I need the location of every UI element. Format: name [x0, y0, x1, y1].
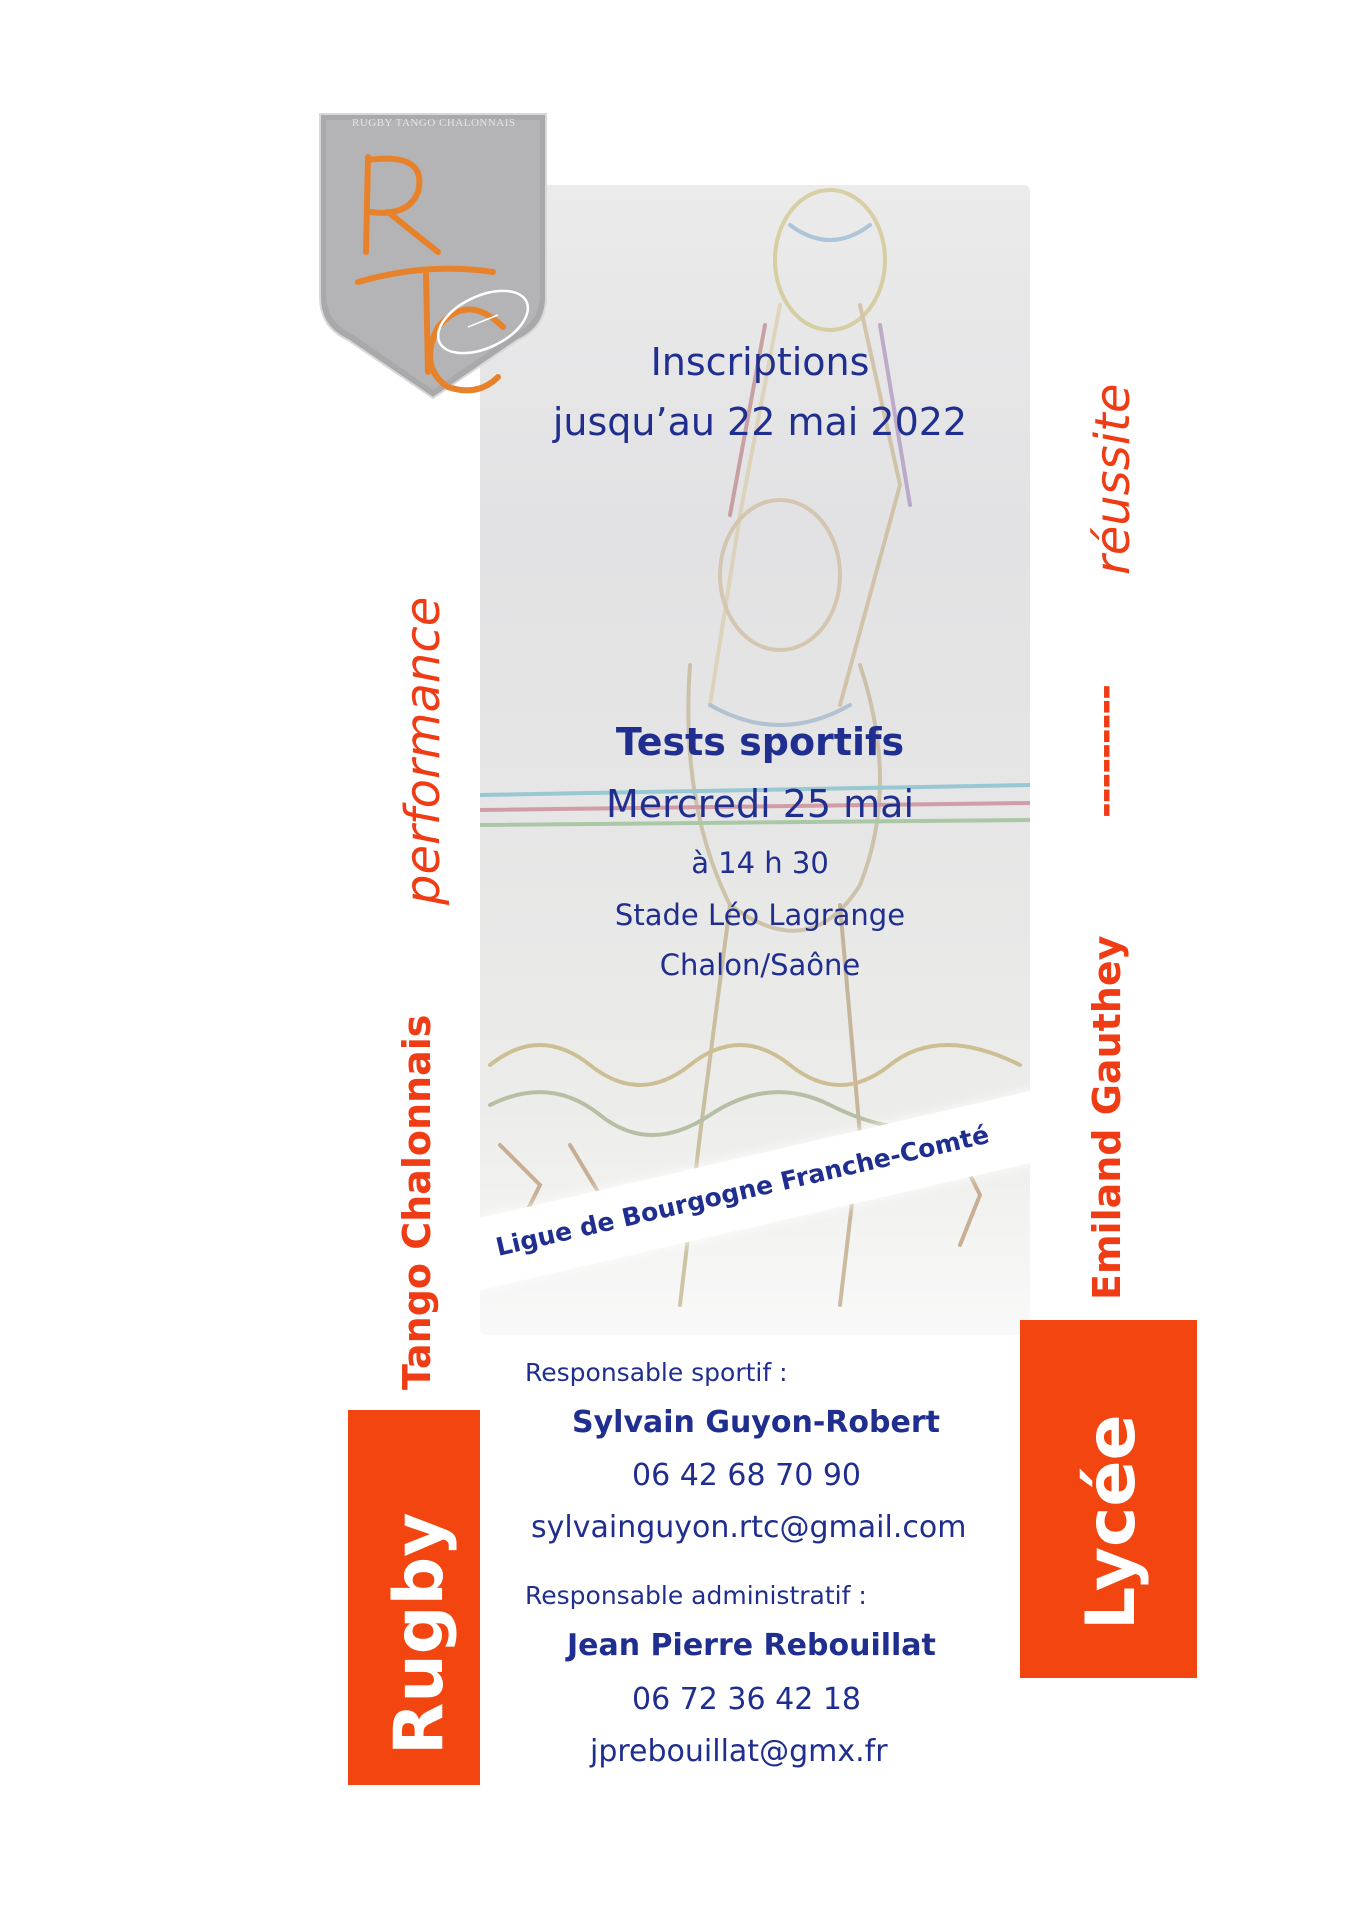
- club-name: Tango Chalonnais: [395, 1014, 439, 1390]
- motto-performance: performance: [395, 596, 451, 905]
- sport-contact-email[interactable]: sylvainguyon.rtc@gmail.com: [531, 1510, 967, 1545]
- sport-contact-phone: 06 42 68 70 90: [632, 1458, 862, 1493]
- dash-separator: ---------: [1083, 685, 1127, 818]
- admin-contact-email[interactable]: jprebouillat@gmx.fr: [590, 1734, 888, 1769]
- logo-tagline: RUGBY TANGO CHALONNAIS: [352, 117, 516, 129]
- tests-date: Mercredi 25 mai: [605, 782, 915, 826]
- tests-time: à 14 h 30: [691, 846, 829, 880]
- admin-contact-phone: 06 72 36 42 18: [632, 1682, 862, 1717]
- lycee-label: Lycée: [1072, 1414, 1151, 1630]
- admin-contact-label: Responsable administratif :: [525, 1581, 867, 1610]
- tests-venue: Stade Léo Lagrange: [614, 898, 906, 932]
- tests-city: Chalon/Saône: [659, 948, 861, 982]
- sport-contact-label: Responsable sportif :: [525, 1358, 788, 1387]
- admin-contact-name: Jean Pierre Rebouillat: [567, 1628, 936, 1663]
- inscriptions-deadline: jusqu’au 22 mai 2022: [552, 400, 968, 444]
- motto-reussite: réussite: [1085, 383, 1141, 575]
- tests-title: Tests sportifs: [615, 720, 905, 764]
- rugby-block: [348, 1410, 480, 1785]
- sport-contact-name: Sylvain Guyon-Robert: [572, 1405, 940, 1440]
- lycee-block: [1020, 1320, 1197, 1678]
- ligue-label: Ligue de Bourgogne Franche-Comté: [493, 1119, 992, 1262]
- rugby-label: Rugby: [380, 1512, 459, 1755]
- inscriptions-title: Inscriptions: [650, 340, 870, 384]
- school-name: Emiland Gauthey: [1085, 935, 1129, 1300]
